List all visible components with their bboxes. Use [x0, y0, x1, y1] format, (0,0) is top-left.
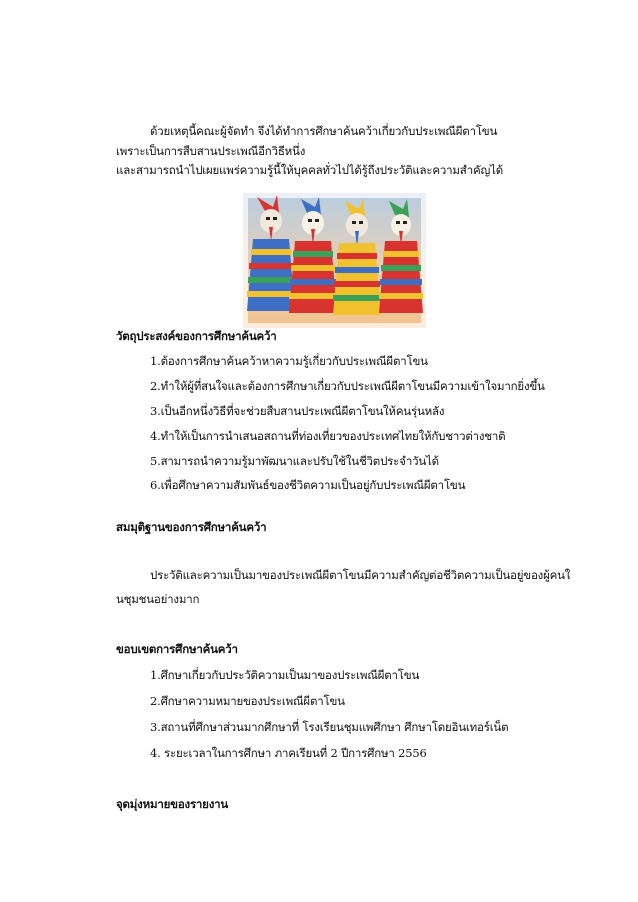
hypothesis-line-2: นชุมชนอย่างมาก [116, 592, 200, 606]
objectives-heading: วัตถุประสงค์ของการศึกษาค้นคว้า [116, 329, 277, 343]
objective-item-3: 3.เป็นอีกหนึ่งวิธีที่จะช่วยสืบสานประเพณีผีตาโขนให้คนรุ่นหลัง [150, 404, 445, 418]
objective-item-2: 2.ทำให้ผู้ที่สนใจและต้องการศึกษาเกี่ยวกับประเพณีผีตาโขนมีความเข้าใจมากยิ่งขึ้น [150, 379, 545, 393]
goal-heading: จุดมุ่งหมายของรายงาน [116, 797, 229, 811]
objective-item-5: 5.สามารถนำความรู้มาพัฒนาและปรับใช้ในชีวิตประจำวันได้ [150, 454, 439, 468]
objective-item-1: 1.ต้องการศึกษาค้นคว้าหาความรู้เกี่ยวกับประเพณีผีตาโขน [150, 354, 428, 368]
objective-item-6: 6.เพื่อศึกษาความสัมพันธ์ของชีวิตความเป็นอยู่กับประเพณีผีตาโขน [150, 478, 466, 492]
scope-item-2: 2.ศึกษาความหมายของประเพณีผีตาโขน [150, 694, 345, 708]
hypothesis-heading: สมมุติฐานของการศึกษาค้นคว้า [116, 520, 267, 534]
intro-line-1: ด้วยเหตุนี้คณะผู้จัดทำ จึงได้ทำการศึกษาค้นคว้าเกี่ยวกับประเพณีผีตาโขน [150, 124, 498, 138]
scope-item-4: 4. ระยะเวลาในการศึกษา ภาคเรียนที่ 2 ปีการศึกษา 2556 [150, 746, 427, 760]
intro-line-2: เพราะเป็นการสืบสานประเพณีอีกวิธีหนึ่ง [116, 144, 306, 158]
scope-heading: ขอบเขตการศึกษาค้นคว้า [116, 642, 238, 656]
hypothesis-line-1: ประวัติและความเป็นมาของประเพณีผีตาโขนมีความสำคัญต่อชีวิตความเป็นอยู่ของผู้คนใ [150, 568, 571, 582]
scope-item-1: 1.ศึกษาเกี่ยวกับประวัติความเป็นมาของประเพณีผีตาโขน [150, 668, 420, 682]
scope-item-3: 3.สถานที่ศึกษาส่วนมากศึกษาที่ โรงเรียนชุมแพศึกษา ศึกษาโดยอินเทอร์เน็ต [150, 720, 509, 734]
objective-item-4: 4.ทำให้เป็นการนำเสนอสถานที่ท่องเที่ยวของประเทศไทยให้กับชาวต่างชาติ [150, 429, 506, 443]
phi-ta-khon-photo [243, 193, 426, 328]
intro-line-3: และสามารถนำไปเผยแพร่ความรู้นี้ให้บุคคลทั่วไปได้รู้ถึงประวัติและความสำคัญได้ [116, 163, 503, 177]
